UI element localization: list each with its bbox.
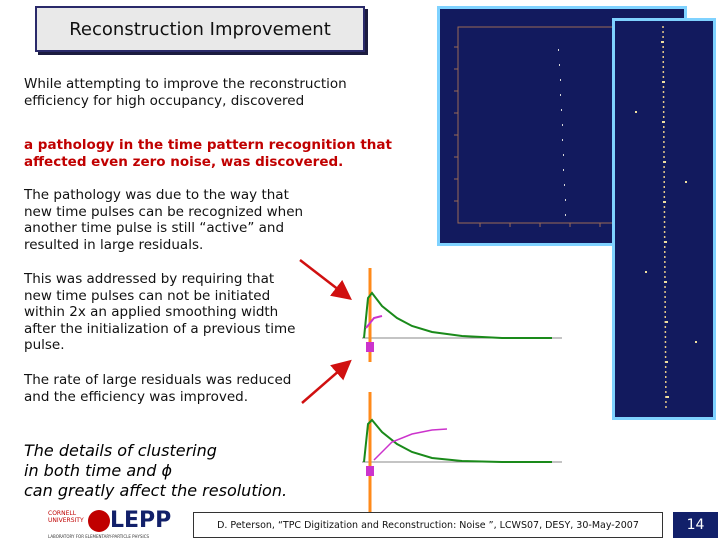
arrow-from-bottom-text (302, 363, 348, 403)
pulse-plot-top (352, 258, 570, 362)
pathology-text: a pathology in the time pattern recognition that affected even zero noise, was discovered. (24, 137, 392, 170)
clustering-note (24, 441, 324, 501)
event-display-panel-front (612, 18, 716, 420)
pulse-plot-bottom-svg (352, 382, 570, 512)
fix-text: This was addressed by requiring that new time pulses can not be initiated within 2x an applied smoothing width after the initialization of a previous time pulse. (24, 271, 296, 353)
cornell-wordmark: CORNELL UNIVERSITY (48, 510, 84, 524)
lepp-wordmark: LEPP (110, 508, 172, 533)
slide-title: Reconstruction Improvement (35, 6, 365, 52)
clustering-note-line-1: The details of clustering (24, 441, 217, 460)
arrows-layer (290, 255, 360, 415)
lepp-logo (48, 508, 178, 540)
arrow-to-top-plot (300, 260, 348, 297)
clustering-note-line-3: can greatly affect the resolution. (24, 481, 288, 500)
event-display-front-svg (615, 21, 713, 417)
intro-text: While attempting to improve the reconstruction efficiency for high occupancy, discovered (24, 76, 347, 109)
cornell-seal (88, 510, 110, 532)
footer-citation: D. Peterson, “TPC Digitization and Reconstruction: Noise ”, LCWS07, DESY, 30-May-2007 (193, 512, 663, 538)
lepp-subtitle: LABORATORY FOR ELEMENTARY-PARTICLE PHYSICS (48, 534, 150, 539)
page-number: 14 (673, 512, 718, 538)
pulse-plot-bottom (352, 382, 570, 486)
result-text: The rate of large residuals was reduced and the efficiency was improved. (24, 372, 292, 405)
clustering-note-line-2: in both time and ϕ (24, 461, 173, 480)
pathology-explanation-text: The pathology was due to the way that new time pulses can be recognized when another time pulse is still “active” and resulted in large residuals. (24, 187, 304, 253)
pulse-plot-top-svg (352, 258, 570, 362)
